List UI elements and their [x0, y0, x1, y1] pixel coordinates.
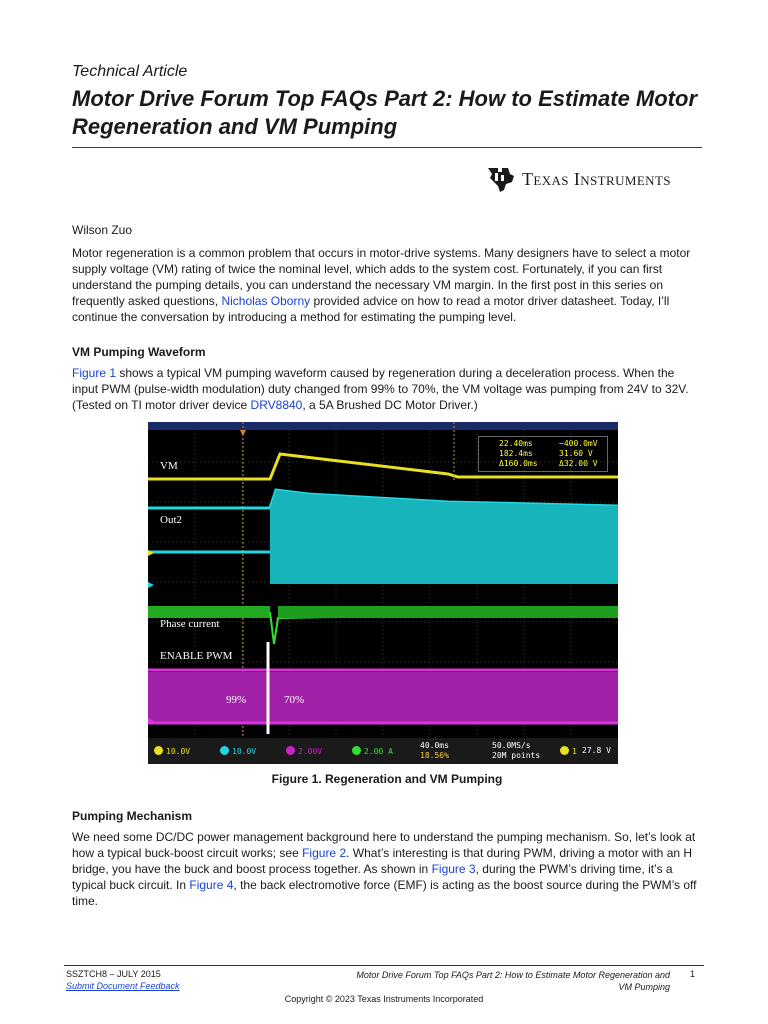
footer-divider [64, 965, 704, 966]
duty-99-label: 99% [226, 694, 247, 706]
enable-pwm-label: ENABLE PWM [160, 650, 233, 662]
out2-label: Out2 [160, 514, 182, 526]
trigger-level: 27.8 V [582, 746, 611, 755]
title-divider [72, 147, 702, 148]
feedback-link[interactable]: Submit Document Feedback [66, 981, 180, 991]
duty-70-label: 70% [284, 694, 305, 706]
ti-logo-icon [484, 164, 518, 194]
meas-b-1: −400.0mV [559, 439, 598, 448]
article-title: Motor Drive Forum Top FAQs Part 2: How to Estimate Motor Regeneration and VM Pumping [72, 86, 698, 139]
figure2-link[interactable]: Figure 2 [302, 846, 347, 860]
copyright: Copyright © 2023 Texas Instruments Incorporated [284, 994, 484, 1004]
ch3-scale: 2.00V [286, 746, 322, 756]
waveform-paragraph: Figure 1 shows a typical VM pumping waveform caused by regeneration during a deceleration process. When the input PWM (pulse-width modulation) duty changed from 99% to 70%, the VM voltage was pumping from 24V to 32V. (Tested on TI motor driver device DRV8840, a 5A Brushed DC Motor Driver.) [72, 366, 689, 412]
trigger-channel: 1 [560, 746, 577, 756]
ch4-scale: 2.00 A [352, 746, 393, 756]
figure3-link[interactable]: Figure 3 [431, 862, 476, 876]
ti-logo-wordmark: Texas Instruments [522, 169, 671, 189]
cursor-measurements [478, 436, 608, 472]
meas-b-3: Δ32.00 V [559, 459, 598, 468]
meas-a-2: 182.4ms [499, 449, 533, 458]
drv8840-link[interactable]: DRV8840 [250, 398, 303, 412]
meas-b-2: 31.60 V [559, 449, 593, 458]
sample-rate: 50.0MS/s [492, 741, 531, 750]
vm-label: VM [160, 460, 178, 472]
oscilloscope-figure [148, 422, 618, 764]
author-link[interactable]: Nicholas Oborny [221, 294, 311, 308]
meas-a-1: 22.40ms [499, 439, 533, 448]
page-number: 1 [690, 969, 696, 979]
timebase: 40.0ms [420, 741, 449, 750]
running-title: Motor Drive Forum Top FAQs Part 2: How to Estimate Motor Regeneration and VM Pumping [356, 970, 670, 992]
figure-caption: Figure 1. Regeneration and VM Pumping [271, 772, 503, 786]
section-heading-waveform: VM Pumping Waveform [72, 345, 206, 359]
trigger-offset: 18.56% [420, 751, 449, 760]
ch2-scale: 10.0V [220, 746, 256, 756]
figure1-link[interactable]: Figure 1 [72, 366, 117, 380]
figure4-link[interactable]: Figure 4 [189, 878, 234, 892]
record-length: 20M points [492, 751, 541, 760]
author-name: Wilson Zuo [72, 223, 133, 237]
phase-current-label: Phase current [160, 618, 220, 630]
ch1-scale: 10.0V [154, 746, 190, 756]
document-id: SSZTCH8 – JULY 2015 [66, 969, 161, 979]
mechanism-paragraph: We need some DC/DC power management background here to understand the pumping mechanism. So, let’s look at how a typical buck-boost circuit works; see Figure 2. What’s interesting is that during PWM, driving a motor with an H bridge, you have the buck and boost process together. As shown in Figure 3, during the PWM’s driving time, it’s a typical buck circuit. In Figure 4, the back electromotive force (EMF) is acting as the boost source during the PWM’s off time. [72, 830, 697, 908]
section-heading-mechanism: Pumping Mechanism [72, 809, 193, 823]
article-kicker: Technical Article [72, 63, 188, 80]
scope-status-bar [148, 738, 618, 764]
meas-a-3: Δ160.0ms [499, 459, 538, 468]
intro-paragraph: Motor regeneration is a common problem that occurs in motor-drive systems. Many designers have to select a motor supply voltage (VM) rating of twice the nominal level, which adds to the system cost. Fortunately, if you can first understand the pumping details, you can understand the necessary VM margin. In the first post in this series on frequently asked questions, Nicholas Oborny provided advice on how to read a motor driver datasheet. Today, I’ll continue the conversation by introducing a method for estimating the pumping level. [72, 246, 691, 324]
